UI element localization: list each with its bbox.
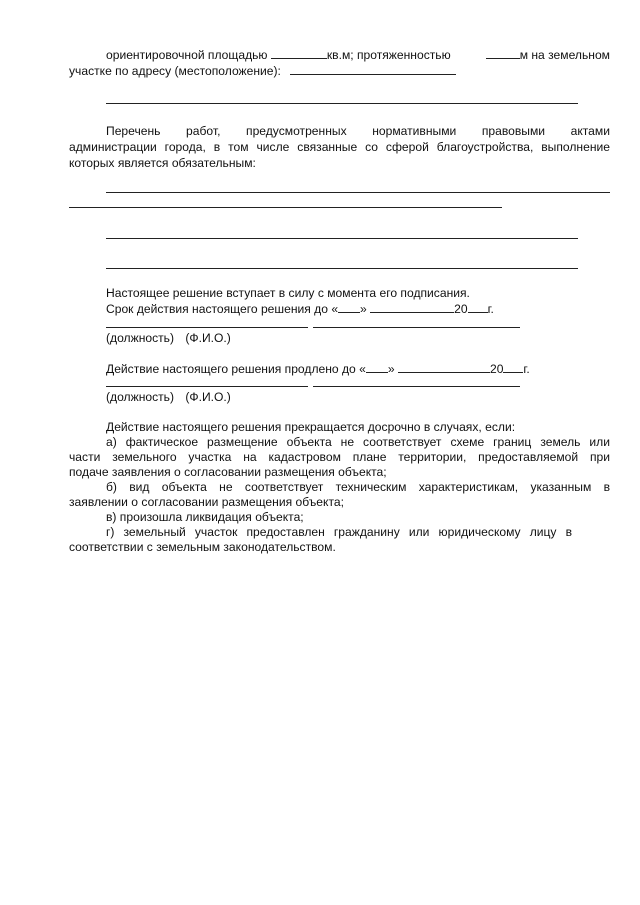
term-year: 20 [454,302,468,316]
works-word-5: правовыми [481,124,546,138]
extended-suffix: г. [523,362,530,376]
term-day-blank [338,301,360,313]
extended-mid: » [387,362,395,376]
term-month-blank [370,301,454,313]
extended-prefix: Действие настоящего решения продлено до « [106,362,366,376]
extended-month-blank [398,361,490,373]
sign2-name-line [313,386,520,387]
case-a-line-3: подаче заявления о согласовании размещения объекта; [69,465,387,479]
works-line-3 [69,156,256,170]
case-v-line: в) произошла ликвидация объекта; [106,510,304,524]
works-word-2: работ, [186,124,221,138]
case-a-line-2: части земельного участка на кадастровом плане территории, предоставляемой при [69,450,610,464]
extended-year-blank [503,361,523,373]
term-prefix: Срок действия настоящего решения до « [106,302,339,316]
extended-day-blank [366,361,388,373]
area-prefix: ориентировочной площадью [106,48,268,62]
area-mid: кв.м; протяженностью [326,48,451,62]
works-line-1 [106,124,610,138]
termination-intro: Действие настоящего решения прекращается досрочно в случаях, если: [106,420,516,434]
address-line [106,103,578,104]
works-word-6: актами [570,124,610,138]
area-blank [271,47,327,59]
works-line-d [106,268,578,269]
address-blank [290,63,456,75]
area-line-1 [106,47,610,62]
term-suffix: г. [487,302,494,316]
sign1-name-label: (Ф.И.О.) [185,331,231,345]
extended-line [106,361,530,376]
area-suffix: м на земельном [519,48,610,62]
case-g-line-1: г) земельный участок предоставлен гражданину или юридическому лицу в [106,525,572,539]
sign2-position-label: (должность) [106,390,175,404]
length-blank [486,47,520,59]
works-line-b [69,207,502,208]
term-year-blank [468,301,488,313]
sign1-position-line [106,327,308,328]
works-line-2 [69,140,610,154]
case-a-line-1: а) фактическое размещение объекта не соответствует схеме границ земель или [106,435,610,449]
sign1-name-line [313,327,520,328]
term-mid: » [360,302,367,316]
address-label: участке по адресу (местоположение): [69,64,281,78]
sign2-position-line [106,386,308,387]
sign1-labels [106,331,231,345]
sign2-name-label: (Ф.И.О.) [185,390,231,404]
term-line [106,301,494,316]
area-line-2 [69,63,456,78]
works-word-1: Перечень [106,124,161,138]
sign1-position-label: (должность) [106,331,175,345]
works-line-2-text: администрации города, в том числе связанные со сферой благоустройства, выполнение [69,140,610,154]
extended-year: 20 [489,362,504,376]
sign2-labels [106,390,231,404]
works-word-3: предусмотренных [246,124,347,138]
case-b-line-1: б) вид объекта не соответствует техническим характеристикам, указанным в [106,480,610,494]
case-g-line-2: соответствии с земельным законодательством. [69,540,336,554]
case-b-line-2: заявлении о согласовании размещения объекта; [69,495,344,509]
works-line-a [106,192,610,193]
works-line-3-text: которых является обязательным: [69,156,256,170]
works-word-4: нормативными [372,124,457,138]
works-line-c [106,238,578,239]
effective-text: Настоящее решение вступает в силу с момента его подписания. [106,286,470,300]
